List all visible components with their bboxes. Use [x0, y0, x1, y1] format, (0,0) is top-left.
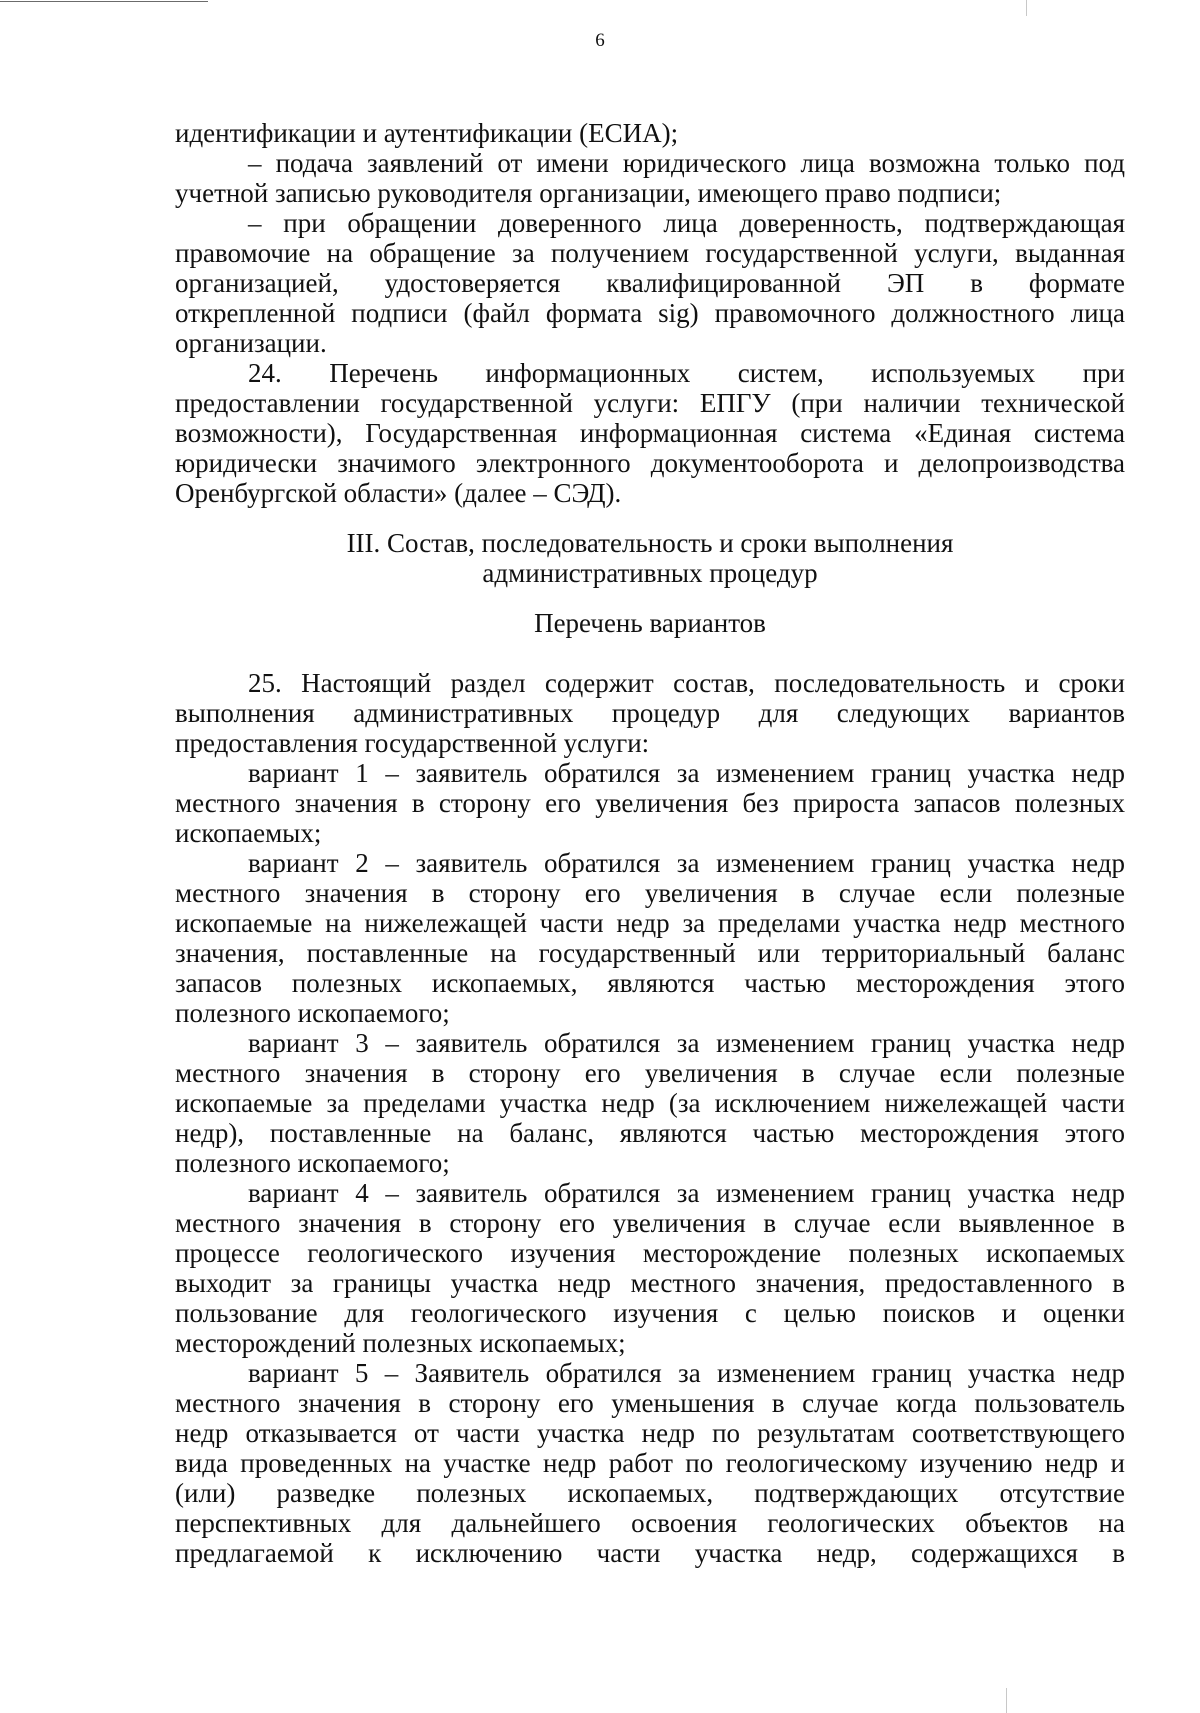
- document-body: [175, 118, 1125, 1568]
- text-line: полезного ископаемого;: [175, 998, 450, 1028]
- text-line: вариант 1 – заявитель обратился за изменением границ участка недр: [248, 758, 1125, 788]
- text-line: вариант 2 – заявитель обратился за изменением границ участка недр: [248, 848, 1125, 878]
- text-line: предоставления государственной услуги:: [175, 728, 650, 758]
- paragraph-gap: [175, 508, 1125, 528]
- text-line: недр отказывается от части участка недр по результатам соответствующего: [175, 1418, 1125, 1448]
- text-line: возможности), Государственная информационная система «Единая система: [175, 418, 1125, 448]
- text-line: открепленной подписи (файл формата sig) правомочного должностного лица: [175, 298, 1125, 328]
- text-line: местного значения в сторону его увеличения в случае если полезные: [175, 1058, 1125, 1088]
- text-line: перспективных для дальнейшего освоения геологических объектов на: [175, 1508, 1125, 1538]
- section-heading: [175, 608, 1125, 638]
- text-line: юридически значимого электронного документооборота и делопроизводства: [175, 448, 1125, 478]
- text-line: Оренбургской области» (далее – СЭД).: [175, 478, 622, 508]
- section-heading: [175, 528, 1125, 588]
- text-line: выходит за границы участка недр местного значения, предоставленного в: [175, 1268, 1125, 1298]
- text-line: недр), поставленные на баланс, являются частью месторождения этого: [175, 1118, 1125, 1148]
- text-line: 24. Перечень информационных систем, используемых при: [248, 358, 1125, 388]
- text-line: выполнения административных процедур для следующих вариантов: [175, 698, 1125, 728]
- text-line: процессе геологического изучения месторождение полезных ископаемых: [175, 1238, 1125, 1268]
- text-line: правомочие на обращение за получением государственной услуги, выданная: [175, 238, 1125, 268]
- text-line: местного значения в сторону его уменьшения в случае когда пользователь: [175, 1388, 1125, 1418]
- text-line: учетной записью руководителя организации, имеющего право подписи;: [175, 178, 1002, 208]
- heading-line: административных процедур: [482, 558, 818, 588]
- text-line: (или) разведке полезных ископаемых, подтверждающих отсутствие: [175, 1478, 1125, 1508]
- page-number: 6: [595, 30, 605, 51]
- text-line: организацией, удостоверяется квалифицированной ЭП в формате: [175, 268, 1125, 298]
- text-block: [175, 668, 1125, 1568]
- text-line: вариант 3 – заявитель обратился за изменением границ участка недр: [248, 1028, 1125, 1058]
- scan-edge-bottom: [1006, 1688, 1007, 1713]
- text-line: пользование для геологического изучения с целью поисков и оценки: [175, 1298, 1125, 1328]
- heading-line: III. Состав, последовательность и сроки выполнения: [346, 528, 954, 558]
- text-line: значения, поставленные на государственный или территориальный баланс: [175, 938, 1125, 968]
- text-line: ископаемых;: [175, 818, 322, 848]
- text-line: вариант 4 – заявитель обратился за изменением границ участка недр: [248, 1178, 1125, 1208]
- text-line: ископаемые на нижележащей части недр за пределами участка недр местного: [175, 908, 1125, 938]
- text-line: предлагаемой к исключению части участка недр, содержащихся в: [175, 1538, 1125, 1568]
- text-line: месторождений полезных ископаемых;: [175, 1328, 626, 1358]
- paragraph-gap: [175, 588, 1125, 608]
- text-line: полезного ископаемого;: [175, 1148, 450, 1178]
- text-line: ископаемые за пределами участка недр (за исключением нижележащей части: [175, 1088, 1125, 1118]
- text-block: [175, 118, 1125, 508]
- text-line: местного значения в сторону его увеличения в случае если выявленное в: [175, 1208, 1125, 1238]
- heading-line: Перечень вариантов: [534, 608, 766, 638]
- text-line: 25. Настоящий раздел содержит состав, последовательность и сроки: [248, 668, 1125, 698]
- text-line: вариант 5 – Заявитель обратился за изменением границ участка недр: [248, 1358, 1125, 1388]
- text-line: предоставлении государственной услуги: ЕПГУ (при наличии технической: [175, 388, 1125, 418]
- text-line: местного значения в сторону его увеличения без прироста запасов полезных: [175, 788, 1125, 818]
- text-line: – при обращении доверенного лица доверенность, подтверждающая: [248, 208, 1125, 238]
- text-line: – подача заявлений от имени юридического лица возможна только под: [248, 148, 1125, 178]
- scan-edge-right: [1026, 0, 1027, 16]
- text-line: вида проведенных на участке недр работ по геологическому изучению недр и: [175, 1448, 1125, 1478]
- text-line: местного значения в сторону его увеличения в случае если полезные: [175, 878, 1125, 908]
- text-line: организации.: [175, 328, 327, 358]
- text-line: идентификации и аутентификации (ЕСИА);: [175, 118, 679, 148]
- paragraph-gap: [175, 638, 1125, 668]
- text-line: запасов полезных ископаемых, являются частью месторождения этого: [175, 968, 1125, 998]
- scan-edge-rule: [0, 1, 208, 2]
